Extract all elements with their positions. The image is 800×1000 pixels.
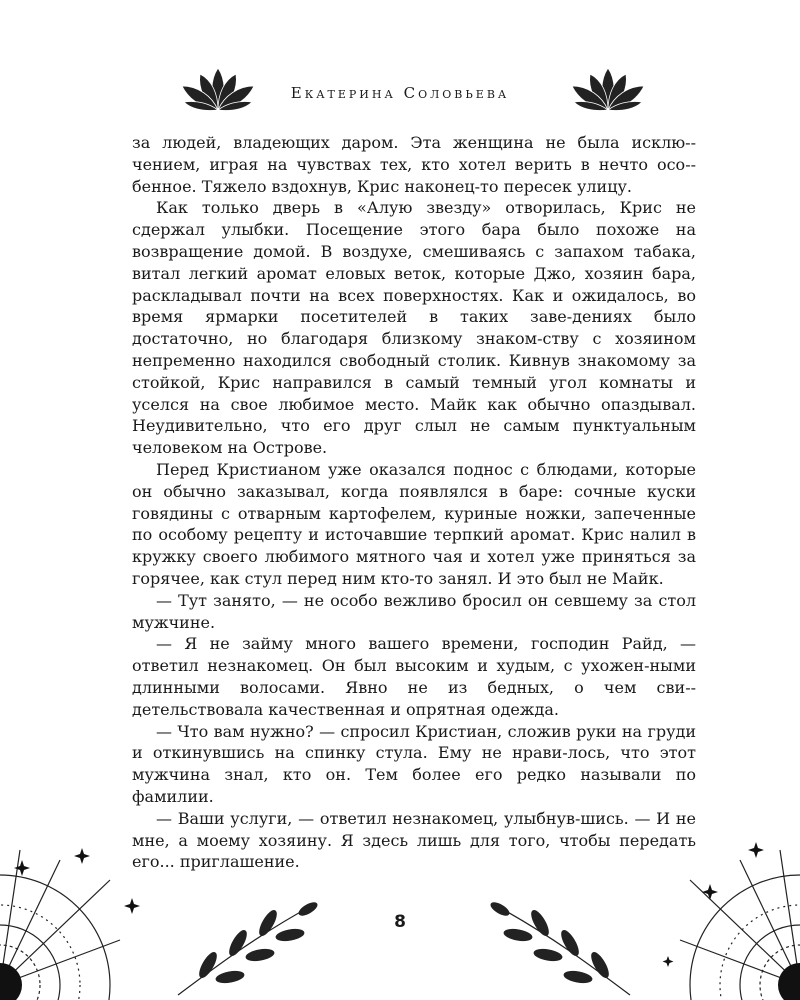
celestial-ornament-left-icon bbox=[0, 840, 140, 1000]
leaf-branch-right-icon bbox=[490, 895, 640, 1000]
paragraph: — Что вам нужно? — спросил Кристиан, сложив руки на груди и откинувшись на спинку стула. Ему не нрави-лось, что этот мужчина знал, кто он. Тем более его редко называли по фамилии. bbox=[132, 721, 696, 806]
book-author-title: Екатерина Соловьева bbox=[290, 84, 510, 102]
running-header bbox=[0, 62, 800, 122]
body-text bbox=[132, 132, 696, 873]
paragraph: — Ваши услуги, — ответил незнакомец, улыбнув-шись. — И не мне, а моему хозяину. Я здесь лишь для того, чтобы передать его... приглашение. bbox=[132, 808, 696, 872]
page-number: 8 bbox=[394, 912, 406, 932]
paragraph: Как только дверь в «Алую звезду» отворилась, Крис не сдержал улыбки. Посещение этого бара было похоже на возвращение домой. В воздухе, смешиваясь с запахом табака, витал легкий аромат еловых веток, которые Джо, хозяин бара, раскладывал почти на всех поверхностях. Как и ожидалось, во время ярмарки посетителей в таких заве-дениях было достаточно, но благодаря близкому знаком-ству с хозяином непременно находился свободный столик. Кивнув знакомому за стойкой, Крис направился в самый темный угол комнаты и уселся на свое любимое место. Майк как обычно опаздывал. Неудивительно, что его друг слыл не самым пунктуальным человеком на Острове. bbox=[132, 198, 696, 458]
celestial-ornament-right-icon bbox=[660, 840, 800, 1000]
lotus-right-icon bbox=[570, 66, 646, 112]
paragraph: — Тут занято, — не особо вежливо бросил он севшему за стол мужчине. bbox=[132, 590, 696, 632]
leaf-branch-left-icon bbox=[168, 895, 318, 1000]
paragraph: — Я не займу много вашего времени, господин Райд, — ответил незнакомец. Он был высоким и худым, с ухожен-ными длинными волосами. Явно не из бедных, о чем сви-детельствовала качественная и опрятная одежда. bbox=[132, 634, 696, 719]
paragraph: Перед Кристианом уже оказался поднос с блюдами, которые он обычно заказывал, когда появлялся в баре: сочные куски говядины с отварным картофелем, куриные ножки, запеченные по особому рецепту и источавшие терпкий аромат. Крис налил в кружку своего любимого мятного чая и хотел уже приняться за горячее, как стул перед ним кто-то занял. И это был не Майк. bbox=[132, 459, 696, 588]
paragraph: за людей, владеющих даром. Эта женщина не была исклю-чением, играя на чувствах тех, кто хотел верить в нечто осо-бенное. Тяжело вздохнув, Крис наконец-то пересек улицу. bbox=[132, 133, 696, 196]
